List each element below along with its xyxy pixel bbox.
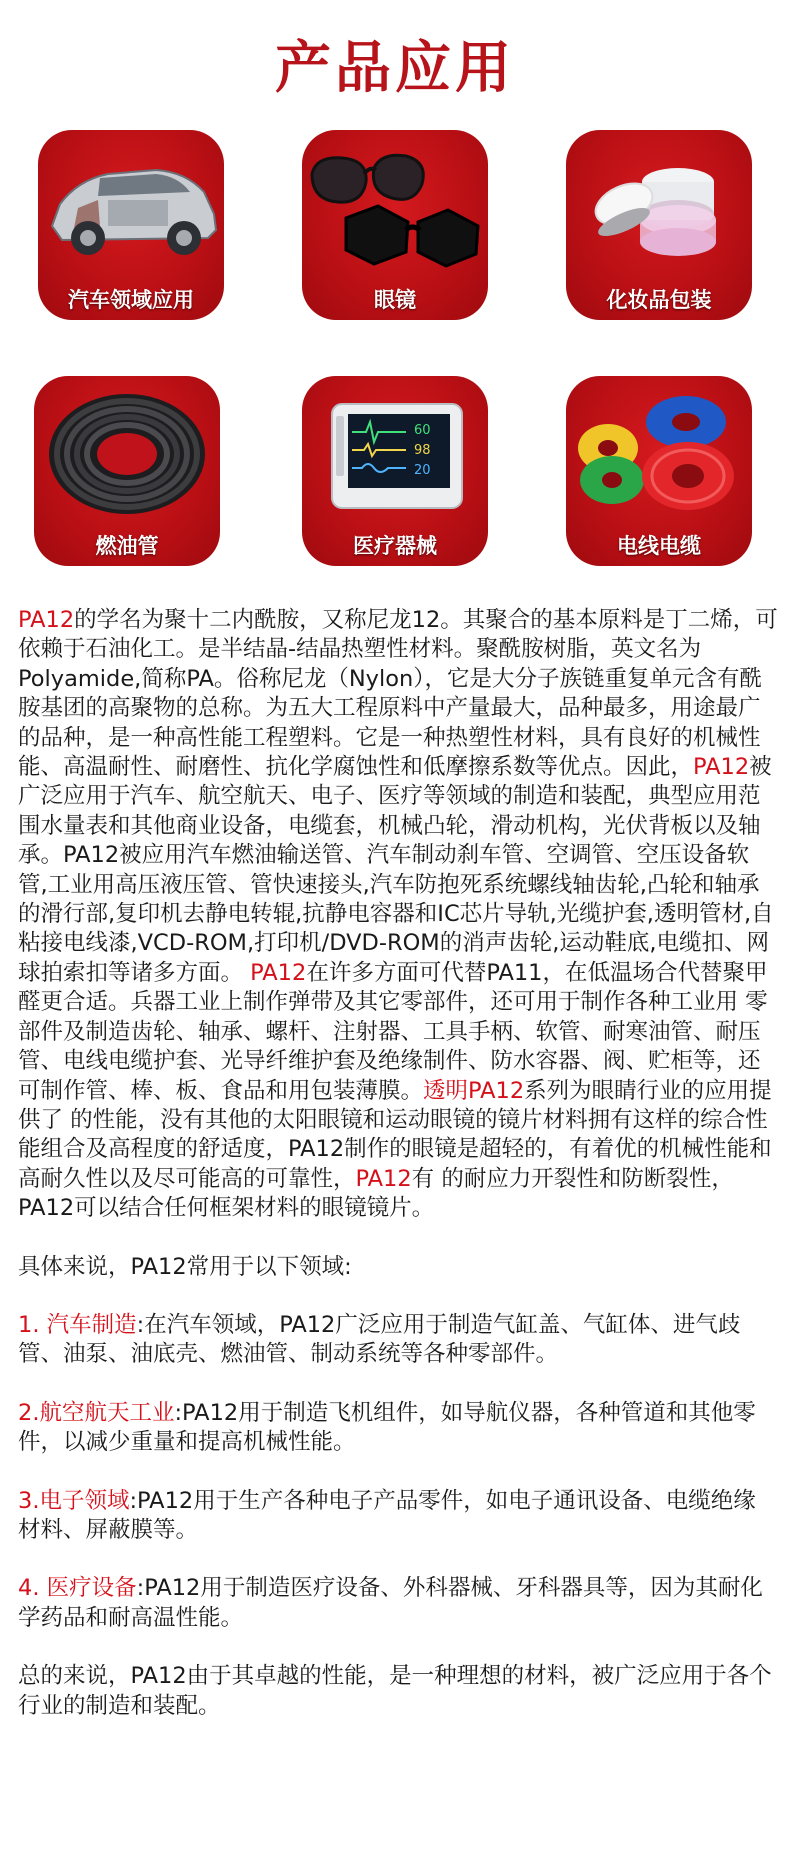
item-title: 2.航空航天工业 bbox=[18, 1399, 175, 1426]
summary-paragraph: 总的来说，PA12由于其卓越的性能，是一种理想的材料，被广泛应用于各个行业的制造和装配。 bbox=[18, 1663, 772, 1719]
card-cosmetics[interactable] bbox=[566, 130, 752, 320]
item-title: 4. 医疗设备 bbox=[18, 1575, 137, 1602]
card-medical[interactable] bbox=[302, 376, 488, 566]
cosmetic-jar-icon bbox=[566, 130, 752, 280]
card-fuel-hose[interactable] bbox=[34, 376, 220, 566]
card-label: 电线电缆 bbox=[617, 534, 701, 558]
list-item bbox=[18, 1399, 778, 1458]
cable-reels-icon bbox=[566, 376, 752, 526]
item-title: 3.电子领域 bbox=[18, 1487, 130, 1514]
list-item bbox=[18, 1311, 778, 1370]
highlight-term: PA12 bbox=[250, 959, 307, 986]
list-item bbox=[18, 1487, 778, 1546]
item-text: :PA12用于生产各种电子产品零件，如电子通讯设备、电缆绝缘材料、屏蔽膜等。 bbox=[18, 1487, 756, 1543]
monitor-readout: 20 bbox=[414, 463, 431, 478]
highlight-term: PA12 bbox=[355, 1165, 412, 1192]
card-automotive[interactable] bbox=[38, 130, 224, 320]
card-label: 眼镜 bbox=[374, 288, 416, 312]
medical-monitor-icon bbox=[302, 376, 488, 526]
card-label: 化妆品包装 bbox=[606, 288, 712, 312]
monitor-readout: 60 bbox=[414, 423, 431, 438]
item-text: :PA12用于制造医疗设备、外科器械、牙科器具等，因为其耐化学药品和耐高温性能。 bbox=[18, 1575, 763, 1631]
highlight-term: PA12 bbox=[18, 607, 75, 633]
highlight-term: PA12 bbox=[693, 754, 750, 781]
card-eyewear[interactable] bbox=[302, 130, 488, 320]
intro-text: 系列为眼睛行业的应用提供了 的性能，没有其他的太阳眼镜和运动眼镜的镜片材料拥有这样的综合性能组合及高程度的舒适度，PA12制作的眼镜是超轻的，有着优的机械性能和高耐久性以及尽可能高的可靠性， bbox=[18, 1077, 772, 1192]
article-body bbox=[18, 606, 778, 1721]
highlight-term: 透明PA12 bbox=[423, 1077, 525, 1104]
sunglasses-icon bbox=[302, 130, 488, 280]
card-label: 汽车领域应用 bbox=[68, 288, 194, 312]
item-text: :在汽车领域，PA12广泛应用于制造气缸盖、气缸体、进气歧管、油泵、油底壳、燃油管、制动系统等各种零部件。 bbox=[18, 1311, 741, 1368]
list-item bbox=[18, 1574, 778, 1633]
application-grid bbox=[0, 130, 790, 570]
card-label: 医疗器械 bbox=[353, 534, 437, 558]
hose-coil-icon bbox=[34, 376, 220, 526]
intro-text: 被广泛应用于汽车、航空航天、电子、医疗等领域的制造和装配，典型应用范围水量表和其他商业设备，电缆套，机械凸轮，滑动机构，光伏背板以及轴承。PA12被应用汽车燃油输送管、汽车制动刹车管、空调管、空压设备软管,工业用高压液压管、管快速接头,汽车防抱死系统螺线轴齿轮,凸轮和轴承的滑行部,复印机去静电转辊,抗静电容器和IC芯片导轨,光缆护套,透明管材,自粘接电线漆,VCD-ROM,打印机/DVD-ROM的消声齿轮,运动鞋底,电缆扣、网球拍索扣等诸多方面。 bbox=[18, 754, 774, 986]
item-title: 1. 汽车制造 bbox=[18, 1311, 137, 1338]
car-icon bbox=[38, 130, 224, 280]
monitor-readout: 98 bbox=[414, 443, 431, 458]
intro-text: 有 的耐应力开裂性和防断裂性，PA12可以结合任何框架材料的眼镜镜片。 bbox=[18, 1165, 734, 1222]
card-label: 燃油管 bbox=[95, 534, 159, 558]
intro-text: 在许多方面可代替PA11，在低温场合代替聚甲醛更合适。兵器工业上制作弹带及其它零部件，还可用于制作各种工业用 零部件及制造齿轮、轴承、螺杆、注射器、工具手柄、软管、耐寒油管、耐压管、电线电缆护套、光导纤维护套及绝缘制件、防水容器、阀、贮柜等，还可制作管、棒、板、食品和用包装薄膜。 bbox=[18, 959, 768, 1104]
intro-paragraph bbox=[18, 606, 778, 1224]
lead-paragraph: 具体来说，PA12常用于以下领域: bbox=[18, 1253, 352, 1280]
card-cables[interactable] bbox=[566, 376, 752, 566]
intro-text: 的学名为聚十二内酰胺，又称尼龙12。其聚合的基本原料是丁二烯，可依赖于石油化工。是半结晶-结晶热塑性材料。聚酰胺树脂，英文名为Polyamide,简称PA。俗称尼龙（Nylon），它是大分子族链重复单元含有酰胺基团的高聚物的总称。为五大工程原料中产量最大，品种最多，用途最广的品种，是一种高性能工程塑料。它是一种热塑性材料，具有良好的机械性能、高温耐性、耐磨性、抗化学腐蚀性和低摩擦系数等优点。因此， bbox=[18, 607, 778, 781]
item-text: :PA12用于制造飞机组件，如导航仪器，各种管道和其他零件，以减少重量和提高机械性能。 bbox=[18, 1399, 756, 1456]
page-title: 产品应用 bbox=[275, 36, 515, 101]
